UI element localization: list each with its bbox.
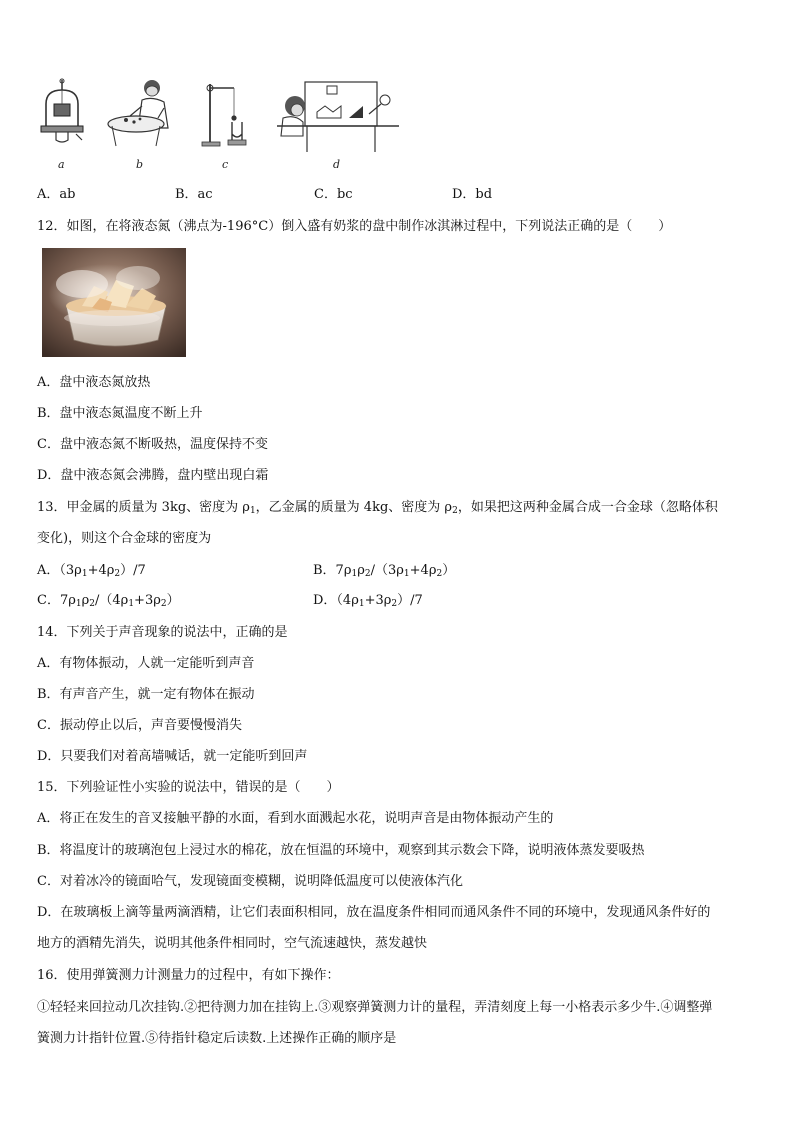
q12-option-b[interactable]: B．盘中液态氮温度不断上升 — [37, 406, 203, 421]
q13-option-d[interactable]: D．$(4\rho_1+3\rho_2)/7$ — [313, 593, 423, 609]
q13-stem-line2: 变化)，则这个合金球的密度为 — [37, 531, 212, 546]
q16-steps-line1: ①轻轻来回拉动几次挂钩.②把待测力加在挂钩上.③观察弹簧测力计的量程，弄清刻度上每一小格表示多少牛.④调整弹 — [37, 1000, 713, 1015]
rho-symbol: ρ — [242, 500, 250, 515]
figure-c-tuning-fork — [200, 78, 250, 171]
q13-option-c[interactable]: C．$7\rho_1\rho_2/(4\rho_1+3\rho_2)$ — [37, 593, 180, 609]
q15-stem: 15．下列验证性小实验的说法中，错误的是（ ） — [37, 780, 340, 795]
q14-option-b[interactable]: B．有声音产生，就一定有物体在振动 — [37, 687, 255, 702]
figure-label-d: d — [333, 158, 341, 171]
figure-label-b: b — [136, 158, 144, 171]
q15-option-c[interactable]: C．对着冰冷的镜面哈气，发现镜面变模糊，说明降低温度可以使液体汽化 — [37, 874, 463, 889]
q15-option-b[interactable]: B．将温度计的玻璃泡包上浸过水的棉花，放在恒温的环境中，观察到其示数会下降，说明液体蒸发要吸热 — [37, 843, 645, 858]
q12-ice-cream-photo — [42, 248, 186, 357]
q11-option-b[interactable]: B．ac — [175, 187, 213, 202]
q15-option-a[interactable]: A．将正在发生的音叉接触平静的水面，看到水面溅起水花，说明声音是由物体振动产生的 — [37, 811, 554, 826]
q16-stem: 16．使用弹簧测力计测量力的过程中，有如下操作： — [37, 968, 340, 983]
figure-a-bell-jar — [38, 78, 88, 171]
figure-label-c: c — [222, 158, 229, 171]
q11-option-c[interactable]: C．bc — [314, 187, 353, 202]
q13-stem-line1: 13．甲金属的质量为 3kg、密度为 $\rho_1$，乙金属的质量为 4kg、密度为 $\rho_2$，如果把这两种金属合成一合金球（忽略体积 — [37, 500, 718, 516]
q15-option-d-line2[interactable]: 地方的酒精先消失，说明其他条件相同时，空气流速越快，蒸发越快 — [37, 936, 428, 951]
q14-option-d[interactable]: D．只要我们对着高墙喊话，就一定能听到回声 — [37, 749, 308, 764]
figure-strip — [38, 78, 408, 178]
q12-stem: 12．如图，在将液态氮（沸点为-196°C）倒入盛有奶浆的盘中制作冰淇淋过程中，下列说法正确的是（ ） — [37, 219, 672, 234]
q15-option-d-line1[interactable]: D．在玻璃板上滴等量两滴酒精，让它们表面积相同，放在温度条件相同而通风条件不同的环境中，发现通风条件好的 — [37, 905, 711, 920]
q14-option-a[interactable]: A．有物体振动，人就一定能听到声音 — [37, 656, 255, 671]
q11-option-a[interactable]: A．ab — [37, 187, 76, 202]
q14-option-c[interactable]: C．振动停止以后，声音要慢慢消失 — [37, 718, 242, 733]
q12-option-d[interactable]: D．盘中液态氮会沸腾，盘内壁出现白霜 — [37, 468, 269, 483]
q12-option-a[interactable]: A．盘中液态氮放热 — [37, 375, 151, 390]
q13-option-a[interactable]: A．$(3\rho_1+4\rho_2)/7$ — [37, 563, 146, 579]
q11-options — [37, 186, 757, 204]
q16-steps-line2: 簧测力计指针位置.⑤待指针稳定后读数.上述操作正确的顺序是 — [37, 1031, 397, 1046]
q11-option-d[interactable]: D．bd — [452, 187, 493, 202]
figure-b-person — [106, 78, 182, 171]
q13-option-b[interactable]: B．$7\rho_1\rho_2/(3\rho_1+4\rho_2)$ — [313, 563, 456, 579]
figure-label-a: a — [58, 158, 65, 171]
figure-d-desk — [273, 78, 403, 171]
q12-option-c[interactable]: C．盘中液态氮不断吸热，温度保持不变 — [37, 437, 268, 452]
q14-stem: 14．下列关于声音现象的说法中，正确的是 — [37, 625, 288, 640]
